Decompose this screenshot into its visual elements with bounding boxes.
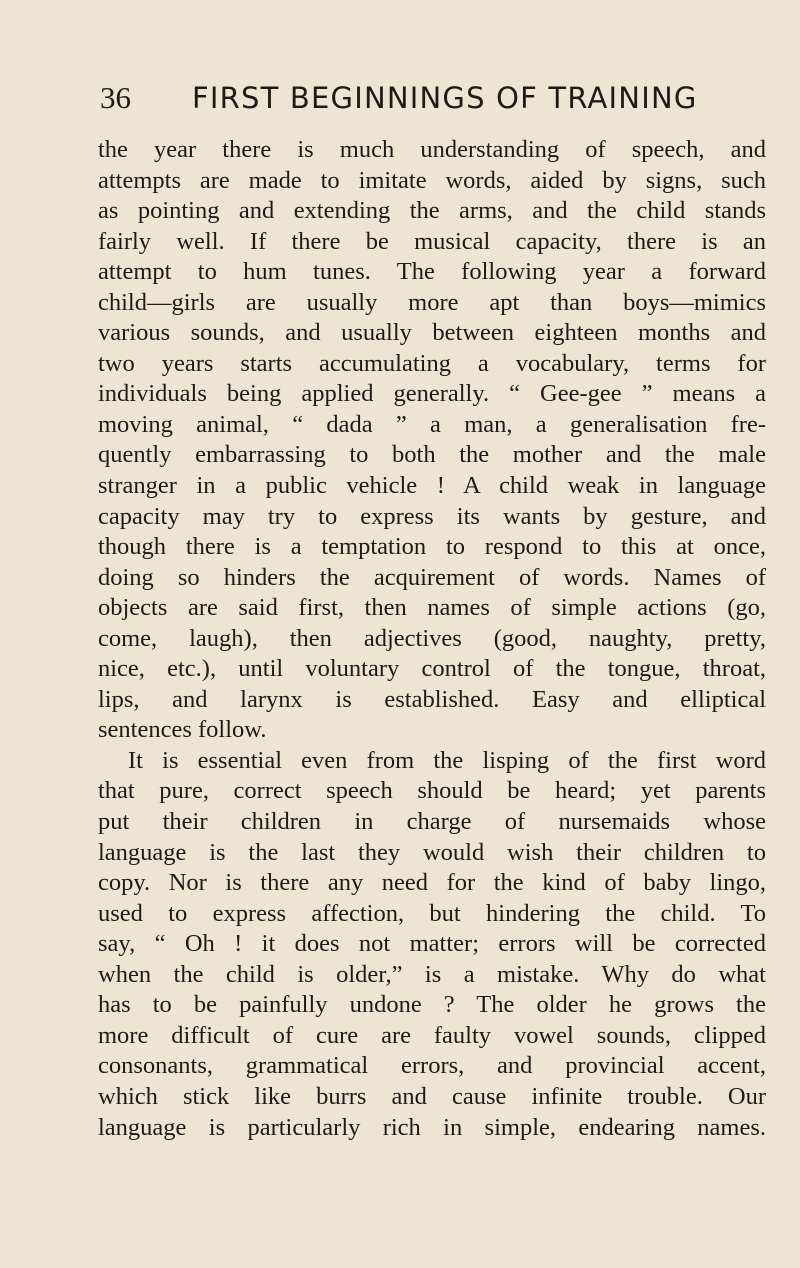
text-line: fairly well. If there be musical capacity, there is an: [98, 227, 766, 255]
text-line: doing so hinders the acquirement of words. Names of: [98, 563, 766, 591]
page-number: 36: [100, 80, 131, 115]
paragraph-last-line: sentences follow.: [98, 716, 267, 744]
running-title: FIRST BEGINNINGS OF TRAINING: [192, 81, 698, 115]
text-line: as pointing and extending the arms, and the child stands: [98, 197, 766, 225]
page-header: [100, 78, 720, 118]
text-line: lips, and larynx is established. Easy and elliptical: [98, 685, 766, 713]
text-line: when the child is older,” is a mistake. Why do what: [98, 960, 766, 988]
text-line: objects are said first, then names of simple actions (go,: [98, 594, 766, 622]
text-line: attempts are made to imitate words, aided by signs, such: [98, 166, 766, 194]
text-line: has to be painfully undone ? The older he grows the: [98, 991, 766, 1019]
text-line: more difficult of cure are faulty vowel sounds, clipped: [98, 1021, 766, 1049]
text-line: put their children in charge of nursemaids whose: [98, 808, 766, 836]
text-line: though there is a temptation to respond to this at once,: [98, 533, 766, 561]
text-line: consonants, grammatical errors, and provincial accent,: [98, 1052, 766, 1080]
text-line: which stick like burrs and cause infinite trouble. Our: [98, 1082, 766, 1110]
text-line: moving animal, “ dada ” a man, a generalisation fre-: [98, 410, 766, 438]
text-line: two years starts accumulating a vocabulary, terms for: [98, 349, 766, 377]
body-text: [98, 135, 766, 1143]
text-line: used to express affection, but hindering the child. To: [98, 899, 766, 927]
text-line: the year there is much understanding of speech, and: [98, 136, 766, 163]
text-line: nice, etc.), until voluntary control of the tongue, throat,: [98, 655, 766, 683]
text-line: say, “ Oh ! it does not matter; errors will be corrected: [98, 930, 766, 958]
text-line: quently embarrassing to both the mother and the male: [98, 441, 766, 469]
text-line: individuals being applied generally. “ Gee-gee ” means a: [98, 380, 766, 408]
text-line: come, laugh), then adjectives (good, naughty, pretty,: [98, 624, 766, 652]
text-line: stranger in a public vehicle ! A child weak in language: [98, 472, 766, 500]
text-line: child—girls are usually more apt than boys—mimics: [98, 288, 766, 316]
text-line: various sounds, and usually between eighteen months and: [98, 319, 766, 347]
text-line: language is the last they would wish their children to: [98, 838, 766, 866]
paragraph-first-line: It is essential even from the lisping of the first word: [128, 746, 766, 774]
text-line: copy. Nor is there any need for the kind of baby lingo,: [98, 869, 766, 897]
text-line: language is particularly rich in simple, endearing names.: [98, 1113, 766, 1141]
text-line: that pure, correct speech should be heard; yet parents: [98, 777, 766, 805]
text-line: capacity may try to express its wants by gesture, and: [98, 502, 766, 530]
text-line: attempt to hum tunes. The following year a forward: [98, 258, 766, 286]
